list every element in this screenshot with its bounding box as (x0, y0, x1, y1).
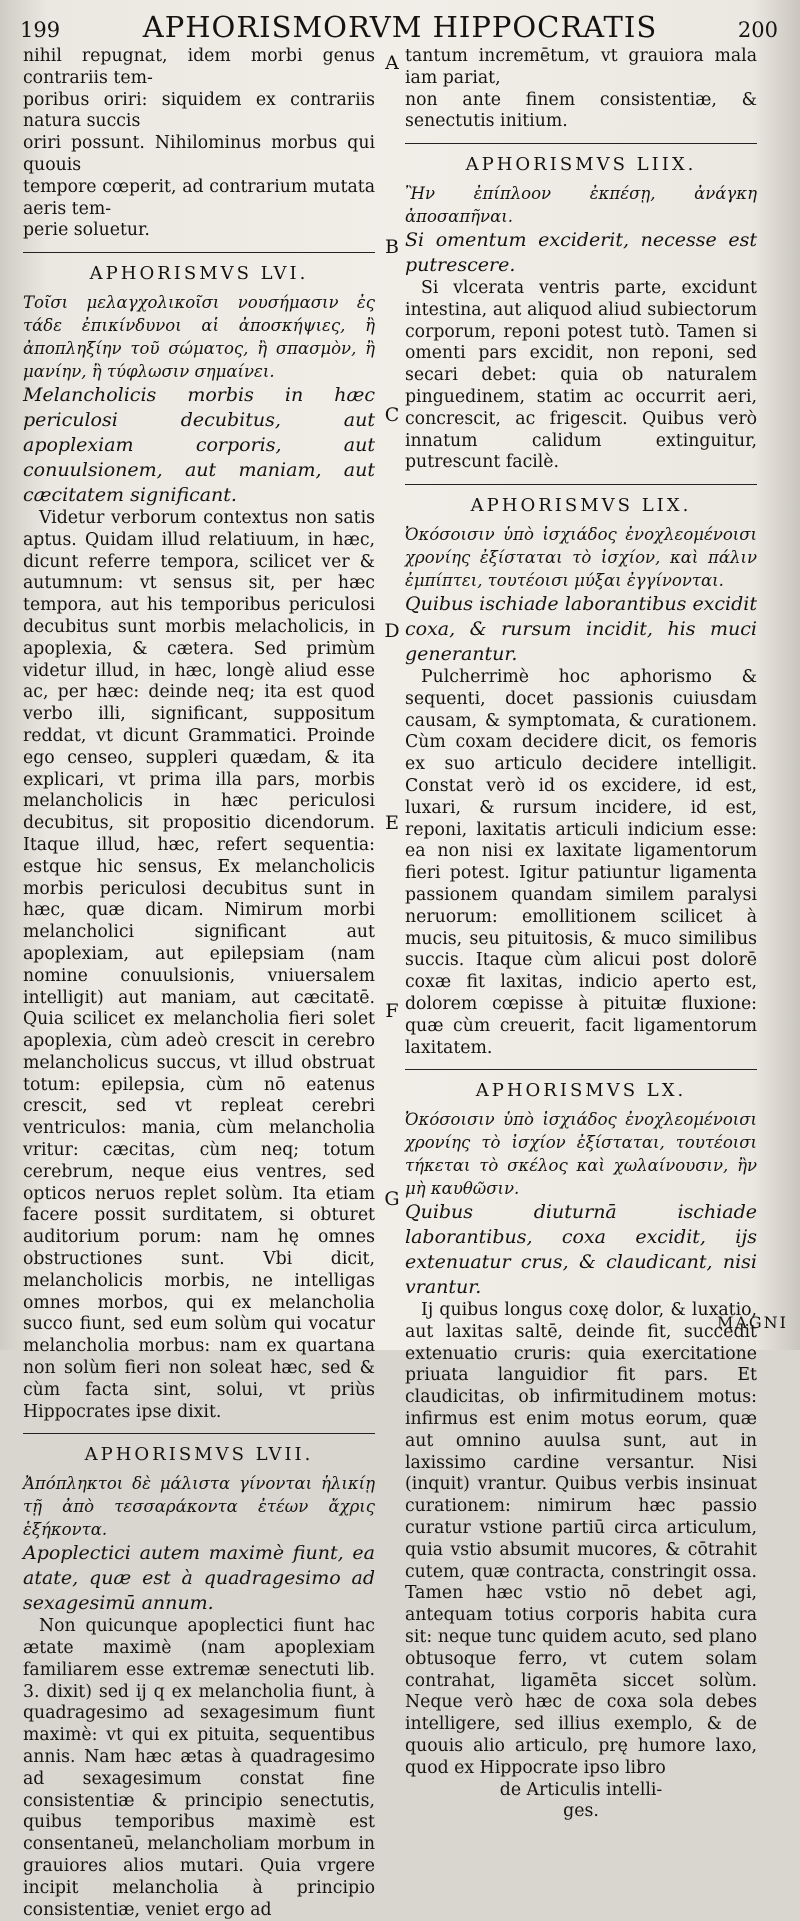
running-title: APHORISMORVM HIPPOCRATIS (142, 10, 658, 44)
margin-letter-e: E (385, 812, 399, 834)
margin-letter-f: F (385, 1000, 399, 1022)
aphorism-56-greek: Τοῖσι μελαγχολικοῖσι νουσήμασιν ἐς τάδε ἐπικίνδυνοι αἱ ἀποσκήψιες, ἢ ἀποπληξίην τοῦ σώματος, ἢ σπασμὸν, ἢ μανίην, ἢ τύφλωσιν σημαίνει. (23, 292, 375, 381)
section-divider (23, 252, 375, 253)
aphorism-58-heading: APHORISMVS LIIX. (465, 154, 697, 176)
aphorism-60-latin: Quibus diuturnā ischiade laborantibus, coxa excidit, ijs extenuatur crus, & claudicant, nisi vrantur. (405, 1201, 757, 1299)
section-divider (405, 1069, 757, 1070)
aphorism-59-commentary: Pulcherrimè hoc aphorismo & sequenti, docet passionis cuiusdam causam, & symptomata, & curationem. Cùm coxam decidere dicit, os femoris ex suo articulo decidere intelligit. Constat verò id os excidere, id est, luxari, & rursum incidere, id est, reponi, laxitatis articuli indicium esse: ea non nisi ex laxitate ligamentorum fieri potest. Igitur patiuntur ligamenta passionem quandam similem paralysi neruorum: emollitionem scilicet à mucis, seu pituitosis, & muco similibus succis. Itaque cùm alicui post dolorē coxæ fit laxitas, indicio aperto est, dolorem cœpisse à pituitæ fluxione: quæ cùm creuerit, facit ligamentorum laxitatem. (405, 666, 757, 1058)
section-divider (23, 1433, 375, 1434)
left-intro-line: perie soluetur. (23, 220, 150, 241)
page-header (0, 6, 800, 46)
left-column (23, 46, 375, 1921)
right-page-number: 200 (737, 18, 778, 42)
aphorism-60-heading: APHORISMVS LX. (475, 1080, 687, 1102)
aphorism-57-commentary: Non quicunque apoplectici fiunt hac ætate maximè (nam apoplexiam familiarem esse extremæ senectuti lib. 3. dixit) sed ij q ex melancholia fiunt, à quadragesimo ad sexagesimum fiunt maximè: vt qui ex pituita, sequentibus annis. Nam hæc ætas à quadragesimo ad sexagesimum constat fine consistentiæ & principio senectutis, quibus temporibus maximè est consentaneū, melancholiam morbum in grauiores alios mutari. Quia vrgere incipit melancholia à principio consistentiæ, veniet ergo ad (23, 1616, 375, 1920)
aphorism-60-end-line: ges. (563, 1801, 599, 1822)
aphorism-56-commentary: Videtur verborum contextus non satis aptus. Quidam illud relatiuum, in hæc, dicunt referre tempora, scilicet ver & autumnum: vt sensus sit, per hæc tempora, aut his temporibus periculosi decubitus sunt morbis melacholicis, in apoplexia, & cætera. Sed primùm videtur illud, in hæc, longè aliud esse ac, per hæc: deinde neq; ita est quod verbo illi, significant, suppositum reddat, vt dicunt Grammatici. Proinde ego censeo, suppleri quædam, & ita explicari, vt prima illa pars, morbis melancholicis in hæc periculosi decubitus, sit propositio dicendorum. Itaque illud, hæc, refert sequentia: estque hic sensus, Ex melancholicis morbis periculosi decubitus sunt in hæc, quæ dicam. Nimirum morbi melancholici significant aut apoplexiam, aut epilepsiam (nam nomine conuulsionis, vniuersalem intelligit) aut maniam, aut cæcitatē. Quia scilicet ex melancholia fieri solet apoplexia, cùm adeò crescit in cerebro melancholicus succus, vt illud obstruat totum: epilepsia, cùm nō eatenus crescit, sed vt repleat cerebri ventriculos: mania, cùm melancholia vritur: cæcitas, cùm neq; totum cerebrum, neque eius ventres, sed opticos neruos replet solùm. Ita etiam facere possit surditatem, si obturet auditorium porum: nam hę omnes obstructiones sunt. Vbi dicit, melancholicis morbis, ne intelligas omnes morbos, qui ex melancholia succo fiunt, sed eum solùm qui vocatur melancholia morbus: nam ex quartana non solùm fieri non soleat hæc, sed & cùm facta sint, solui, vt priùs Hippocrates ipse dixit. (23, 507, 375, 1422)
aphorism-56-latin: Melancholicis morbis in hæc periculosi decubitus, aut apoplexiam corporis, aut conuulsionem, aut maniam, aut cæcitatem significant. (23, 383, 375, 506)
aphorism-60-greek: Ὀκόσοισιν ὑπὸ ἰσχιάδος ἐνοχλεομένοισι χρονίης τὸ ἰσχίον ἐξίσταται, τουτέοισι τήκεται τὸ σκέλος καὶ χωλαίνουσιν, ἢν μὴ καυθῶσιν. (405, 1110, 757, 1199)
aphorism-57-greek: Ἀπόπληκτοι δὲ μάλιστα γίνονται ἡλικίῃ τῇ ἀπὸ τεσσαράκοντα ἐτέων ἄχρις ἑξήκοντα. (23, 1474, 375, 1540)
right-column (405, 46, 757, 1823)
margin-letter-c: C (384, 404, 400, 426)
left-intro-line: oriri possunt. Nihilominus morbus qui quouis (23, 133, 375, 175)
aphorism-58-latin: Si omentum exciderit, necesse est putrescere. (405, 228, 757, 276)
aphorism-60-end-line: de Articulis intelli- (499, 1779, 663, 1800)
catchword: MAGNI (716, 1313, 788, 1332)
margin-letter-d: D (384, 620, 400, 642)
margin-letter-g: G (384, 1188, 400, 1210)
aphorism-59-greek: Ὀκόσοισιν ὑπὸ ἰσχιάδος ἐνοχλεομένοισι χρονίης ἐξίσταται τὸ ἰσχίον, καὶ πάλιν ἐμπίπτει, τουτέοισι μύξαι ἐγγίνονται. (405, 524, 757, 590)
aphorism-57-heading: APHORISMVS LVII. (84, 1444, 314, 1466)
margin-letter-a: A (385, 52, 399, 74)
margin-letter-b: B (385, 236, 399, 258)
section-divider (405, 143, 757, 144)
aphorism-58-greek: Ἢν ἐπίπλοον ἐκπέσῃ, ἀνάγκη ἀποσαπῆναι. (405, 183, 757, 226)
aphorism-60-commentary: Ij quibus longus coxę dolor, & luxatio, aut laxitas saltē, deinde fit, succedit extenuatio cruris: quia exercitatione priuata languidior fit pars. Et claudicitas, ob infirmitudinem motus: infirmus est enim motus eorum, quæ aut omnino auulsa sunt, aut in laxissimo cardine versantur. Nisi (inquit) vrantur. Quibus verbis insinuat curationem: nimirum hæc passio curatur vstione partiū circa articulum, quia vstio absumit mucores, & cōtrahit cutem, quæ contracta, constringit ossa. Tamen hæc vstio nō debet agi, antequam totius corporis habita cura sit: neque tunc quidem acuto, sed plano obtusoque ferro, vt cutem solam contrahat, ligamēta siccet solùm. Neque verò hæc de coxa sola debes intelligere, sed illius exemplo, & de quouis alio articulo, prę humore laxo, quod ex Hippocrate ipso libro (405, 1300, 757, 1778)
left-intro-line: poribus oriri: siquidem ex contrariis natura succis (23, 89, 375, 132)
left-intro-line: nihil repugnat, idem morbi genus contrariis tem- (23, 46, 375, 88)
section-divider (405, 484, 757, 485)
aphorism-59-latin: Quibus ischiade laborantibus excidit coxa, & rursum incidit, his muci generantur. (405, 592, 757, 665)
aphorism-58-commentary: Si vlcerata ventris parte, excidunt intestina, aut aliquod aliud subiectorum corporum, reponi potest tutò. Tamen si omenti pars excidit, non reponi, sed secari debet: quia ob naturalem pinguedinem, statim ac occurrit aeri, concrescit, ac frigescit. Quibus verò innatum calidum extinguitur, putrescunt facilè. (405, 277, 757, 473)
aphorism-57-latin: Apoplectici autem maximè fiunt, ea atate, quæ est à quadragesimo ad sexagesimū annum. (23, 1542, 375, 1615)
left-intro-line: tempore cœperit, ad contrarium mutata aeris tem- (23, 176, 375, 219)
right-intro-line: non ante finem consistentiæ, & senectutis initium. (405, 89, 757, 132)
aphorism-56-heading: APHORISMVS LVI. (89, 263, 309, 285)
aphorism-59-heading: APHORISMVS LIX. (470, 495, 692, 517)
right-intro-line: tantum incremētum, vt grauiora mala iam pariat, (405, 46, 757, 88)
left-page-number: 199 (20, 18, 61, 42)
